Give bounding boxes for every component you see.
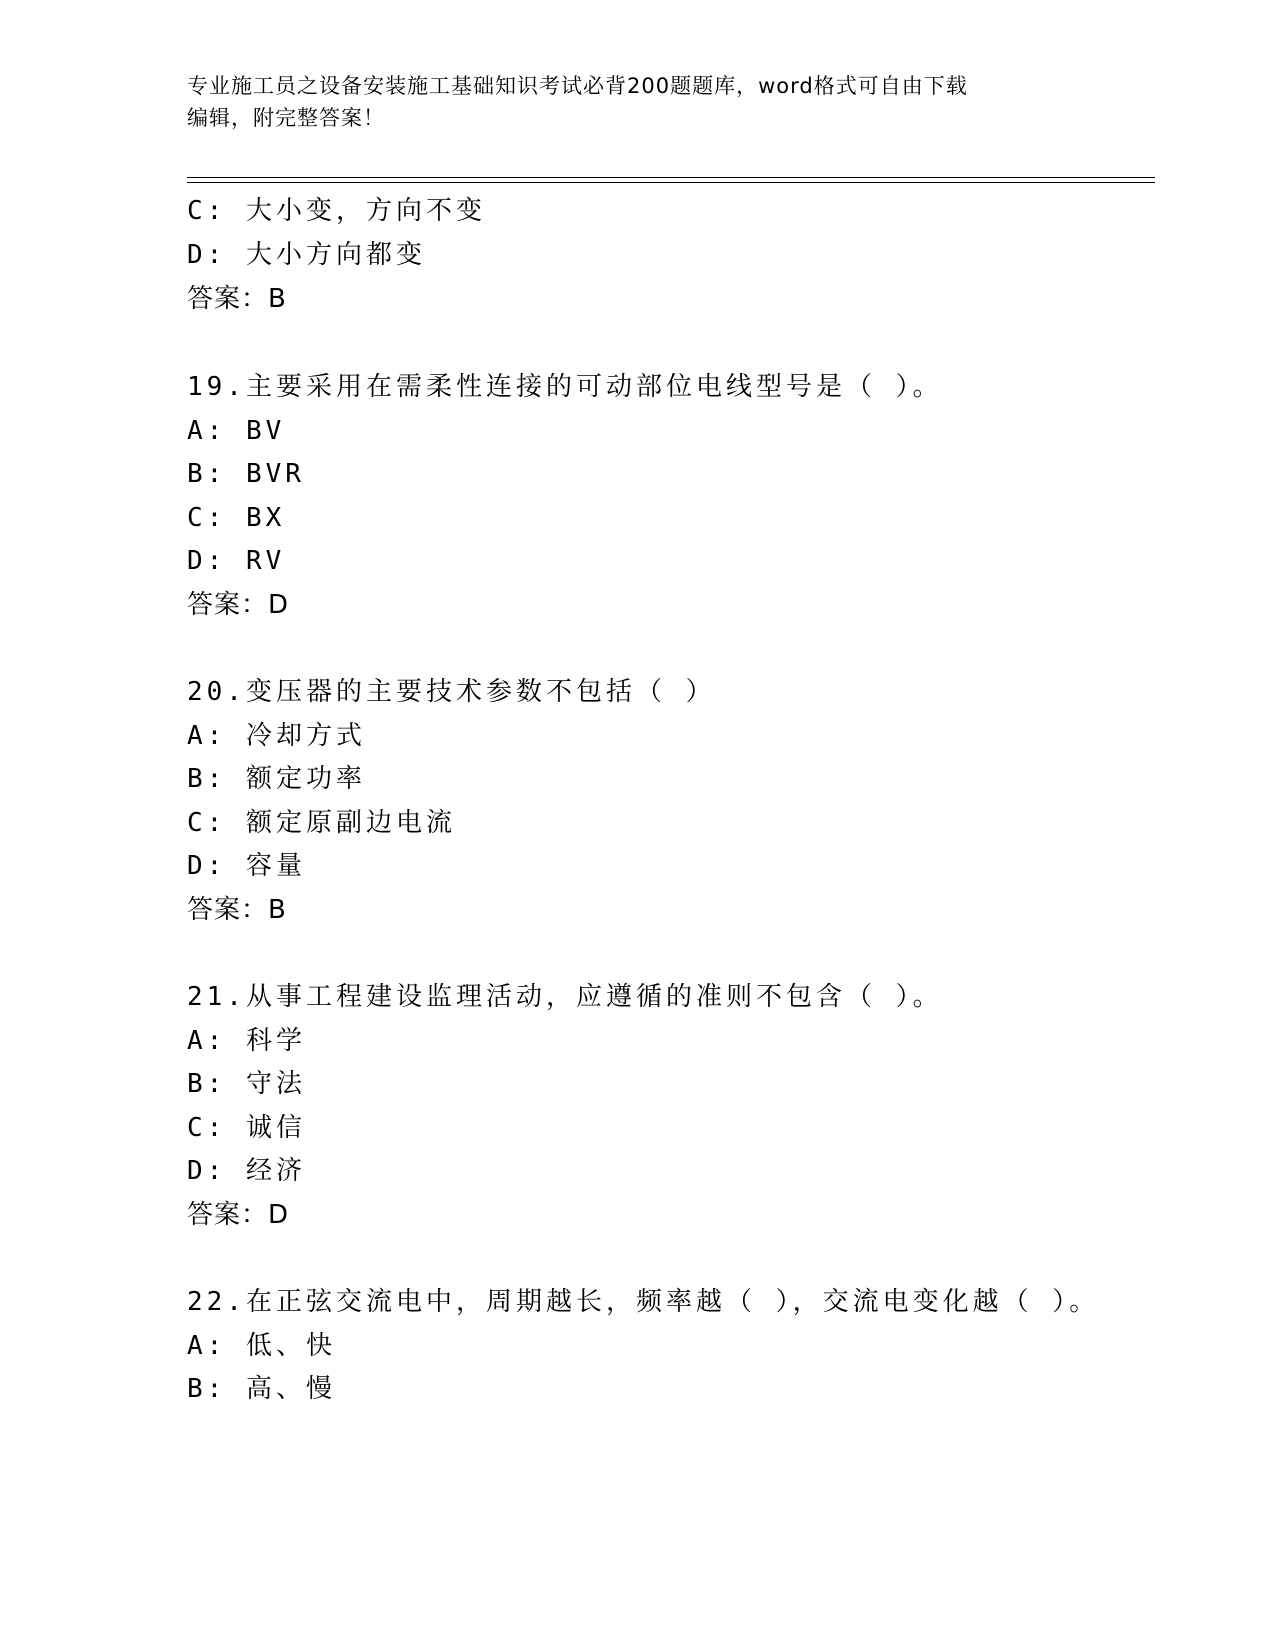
question-21-option-c: C: 诚信 — [187, 1113, 306, 1143]
question-20-option-b: B: 额定功率 — [187, 764, 366, 794]
question-19-stem: 19.主要采用在需柔性连接的可动部位电线型号是（ ）。 — [187, 372, 943, 402]
question-22-option-b: B: 高、慢 — [187, 1374, 336, 1404]
question-21-option-a: A: 科学 — [187, 1026, 306, 1056]
question-20-answer: 答案：B — [187, 895, 287, 925]
option-c: C: 大小变，方向不变 — [187, 196, 486, 226]
question-19-option-a: A: BV — [187, 416, 286, 446]
header-divider-bottom — [187, 182, 1155, 183]
question-20-option-d: D: 容量 — [187, 851, 306, 881]
header-line-2: 编辑，附完整答案！ — [187, 106, 385, 130]
question-20-stem: 20.变压器的主要技术参数不包括（ ） — [187, 677, 716, 707]
question-19-answer: 答案：D — [187, 590, 290, 620]
question-19-option-c: C: BX — [187, 503, 286, 533]
question-21-option-d: D: 经济 — [187, 1156, 306, 1186]
question-22-stem: 22.在正弦交流电中，周期越长，频率越（ ），交流电变化越（ ）。 — [187, 1287, 1100, 1317]
header-line-1: 专业施工员之设备安装施工基础知识考试必背200题题库，word格式可自由下载 — [187, 74, 968, 98]
question-20-option-c: C: 额定原副边电流 — [187, 808, 456, 838]
question-20-option-a: A: 冷却方式 — [187, 721, 366, 751]
question-21-option-b: B: 守法 — [187, 1069, 306, 1099]
answer: 答案：B — [187, 284, 287, 314]
question-21-stem: 21.从事工程建设监理活动，应遵循的准则不包含（ ）。 — [187, 982, 943, 1012]
question-21-answer: 答案：D — [187, 1200, 290, 1230]
header-divider-top — [187, 177, 1155, 178]
question-19-option-b: B: BVR — [187, 459, 305, 489]
option-d: D: 大小方向都变 — [187, 240, 426, 270]
question-22-option-a: A: 低、快 — [187, 1331, 336, 1361]
document-header — [187, 70, 1087, 134]
question-19-option-d: D: RV — [187, 546, 286, 576]
